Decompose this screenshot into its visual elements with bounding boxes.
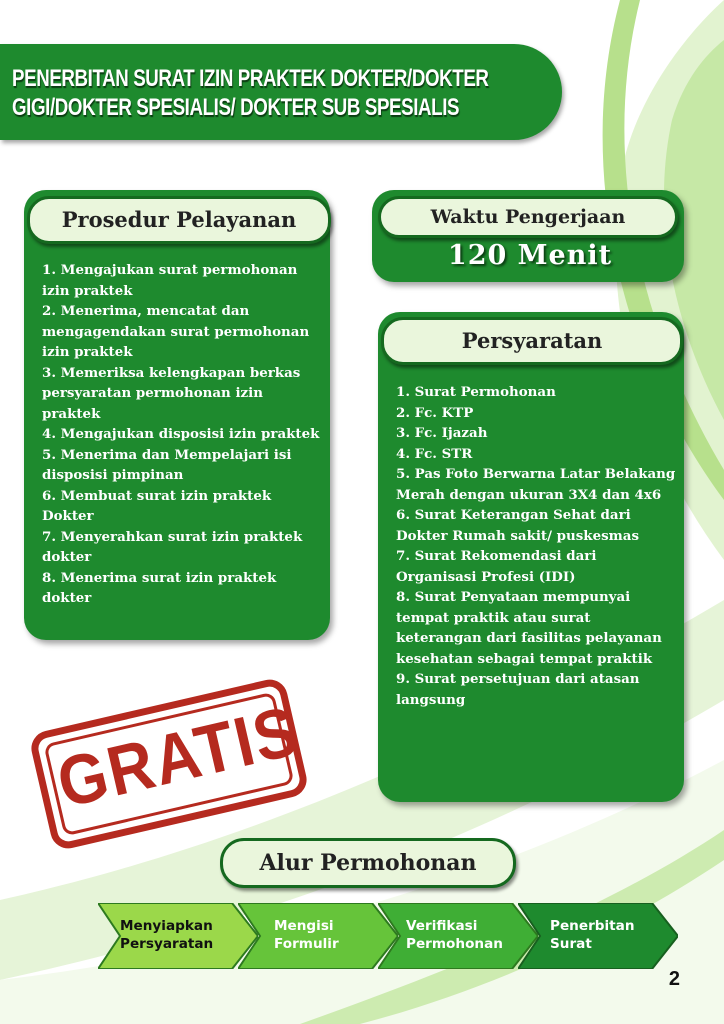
list-item: 7. Menyerahkan surat izin praktek dokter <box>42 528 303 565</box>
list-item: 8. Menerima surat izin praktek dokter <box>42 569 277 606</box>
list-item: 5. Pas Foto Berwarna Latar Belakang Merah dengan ukuran 3X4 dan 4x6 <box>396 466 676 503</box>
list-item: 3. Fc. Ijazah <box>396 425 488 441</box>
list-item: 1. Surat Permohonan <box>396 384 556 400</box>
page-title <box>12 64 489 122</box>
flow-step-2 <box>238 903 398 969</box>
flow-step-1 <box>98 903 258 969</box>
prosedur-list <box>42 260 324 609</box>
header-banner <box>0 44 562 140</box>
persyaratan-list <box>396 382 678 710</box>
list-item: 4. Fc. STR <box>396 445 473 462</box>
waktu-title: Waktu Pengerjaan <box>378 196 678 238</box>
list-item: 4. Mengajukan disposisi izin praktek <box>42 426 320 442</box>
list-item: 6. Surat Keterangan Sehat dari Dokter Rumah sakit/ puskesmas <box>396 507 640 544</box>
flow-step-3 <box>378 903 538 969</box>
list-item: 7. Surat Rekomendasi dari Organisasi Profesi (IDI) <box>396 548 597 585</box>
flow-step-4 <box>518 903 678 969</box>
title-line-2: GIGI/DOKTER SPESIALIS/ DOKTER SUB SPESIALIS <box>12 94 460 121</box>
persyaratan-title: Persyaratan <box>381 317 683 365</box>
waktu-value: 120 Menit <box>447 240 613 271</box>
list-item: 8. Surat Penyataan mempunyai tempat praktik atau surat keterangan dari fasilitas pelayanan kesehatan sebagai tempat praktik <box>396 589 662 667</box>
list-item: 9. Surat persetujuan dari atasan langsung <box>396 671 640 708</box>
flow-label-1: Menyiapkan Persyaratan <box>120 918 214 952</box>
list-item: 2. Fc. KTP <box>396 404 474 421</box>
list-item: 3. Memeriksa kelengkapan berkas persyaratan permohonan izin praktek <box>42 364 301 422</box>
list-item: 1. Mengajukan surat permohonan izin praktek <box>42 262 298 299</box>
page-number: 2 <box>668 968 680 990</box>
list-item: 2. Menerima, mencatat dan mengagendakan surat permohonan izin praktek <box>42 303 310 360</box>
title-line-1: PENERBITAN SURAT IZIN PRAKTEK DOKTER/DOKTER <box>12 65 489 92</box>
flow-label-4: Penerbitan Surat <box>550 918 635 952</box>
list-item: 6. Membuat surat izin praktek Dokter <box>42 487 272 524</box>
alur-title: Alur Permohonan <box>220 838 516 888</box>
list-item: 5. Menerima dan Mempelajari isi disposisi pimpinan <box>42 446 292 483</box>
flow-label-3: Verifikasi Permohonan <box>406 918 503 952</box>
stamp-text: GRATIS <box>50 691 306 823</box>
prosedur-title: Prosedur Pelayanan <box>27 196 331 244</box>
flow-label-2: Mengisi Formulir <box>274 918 339 952</box>
